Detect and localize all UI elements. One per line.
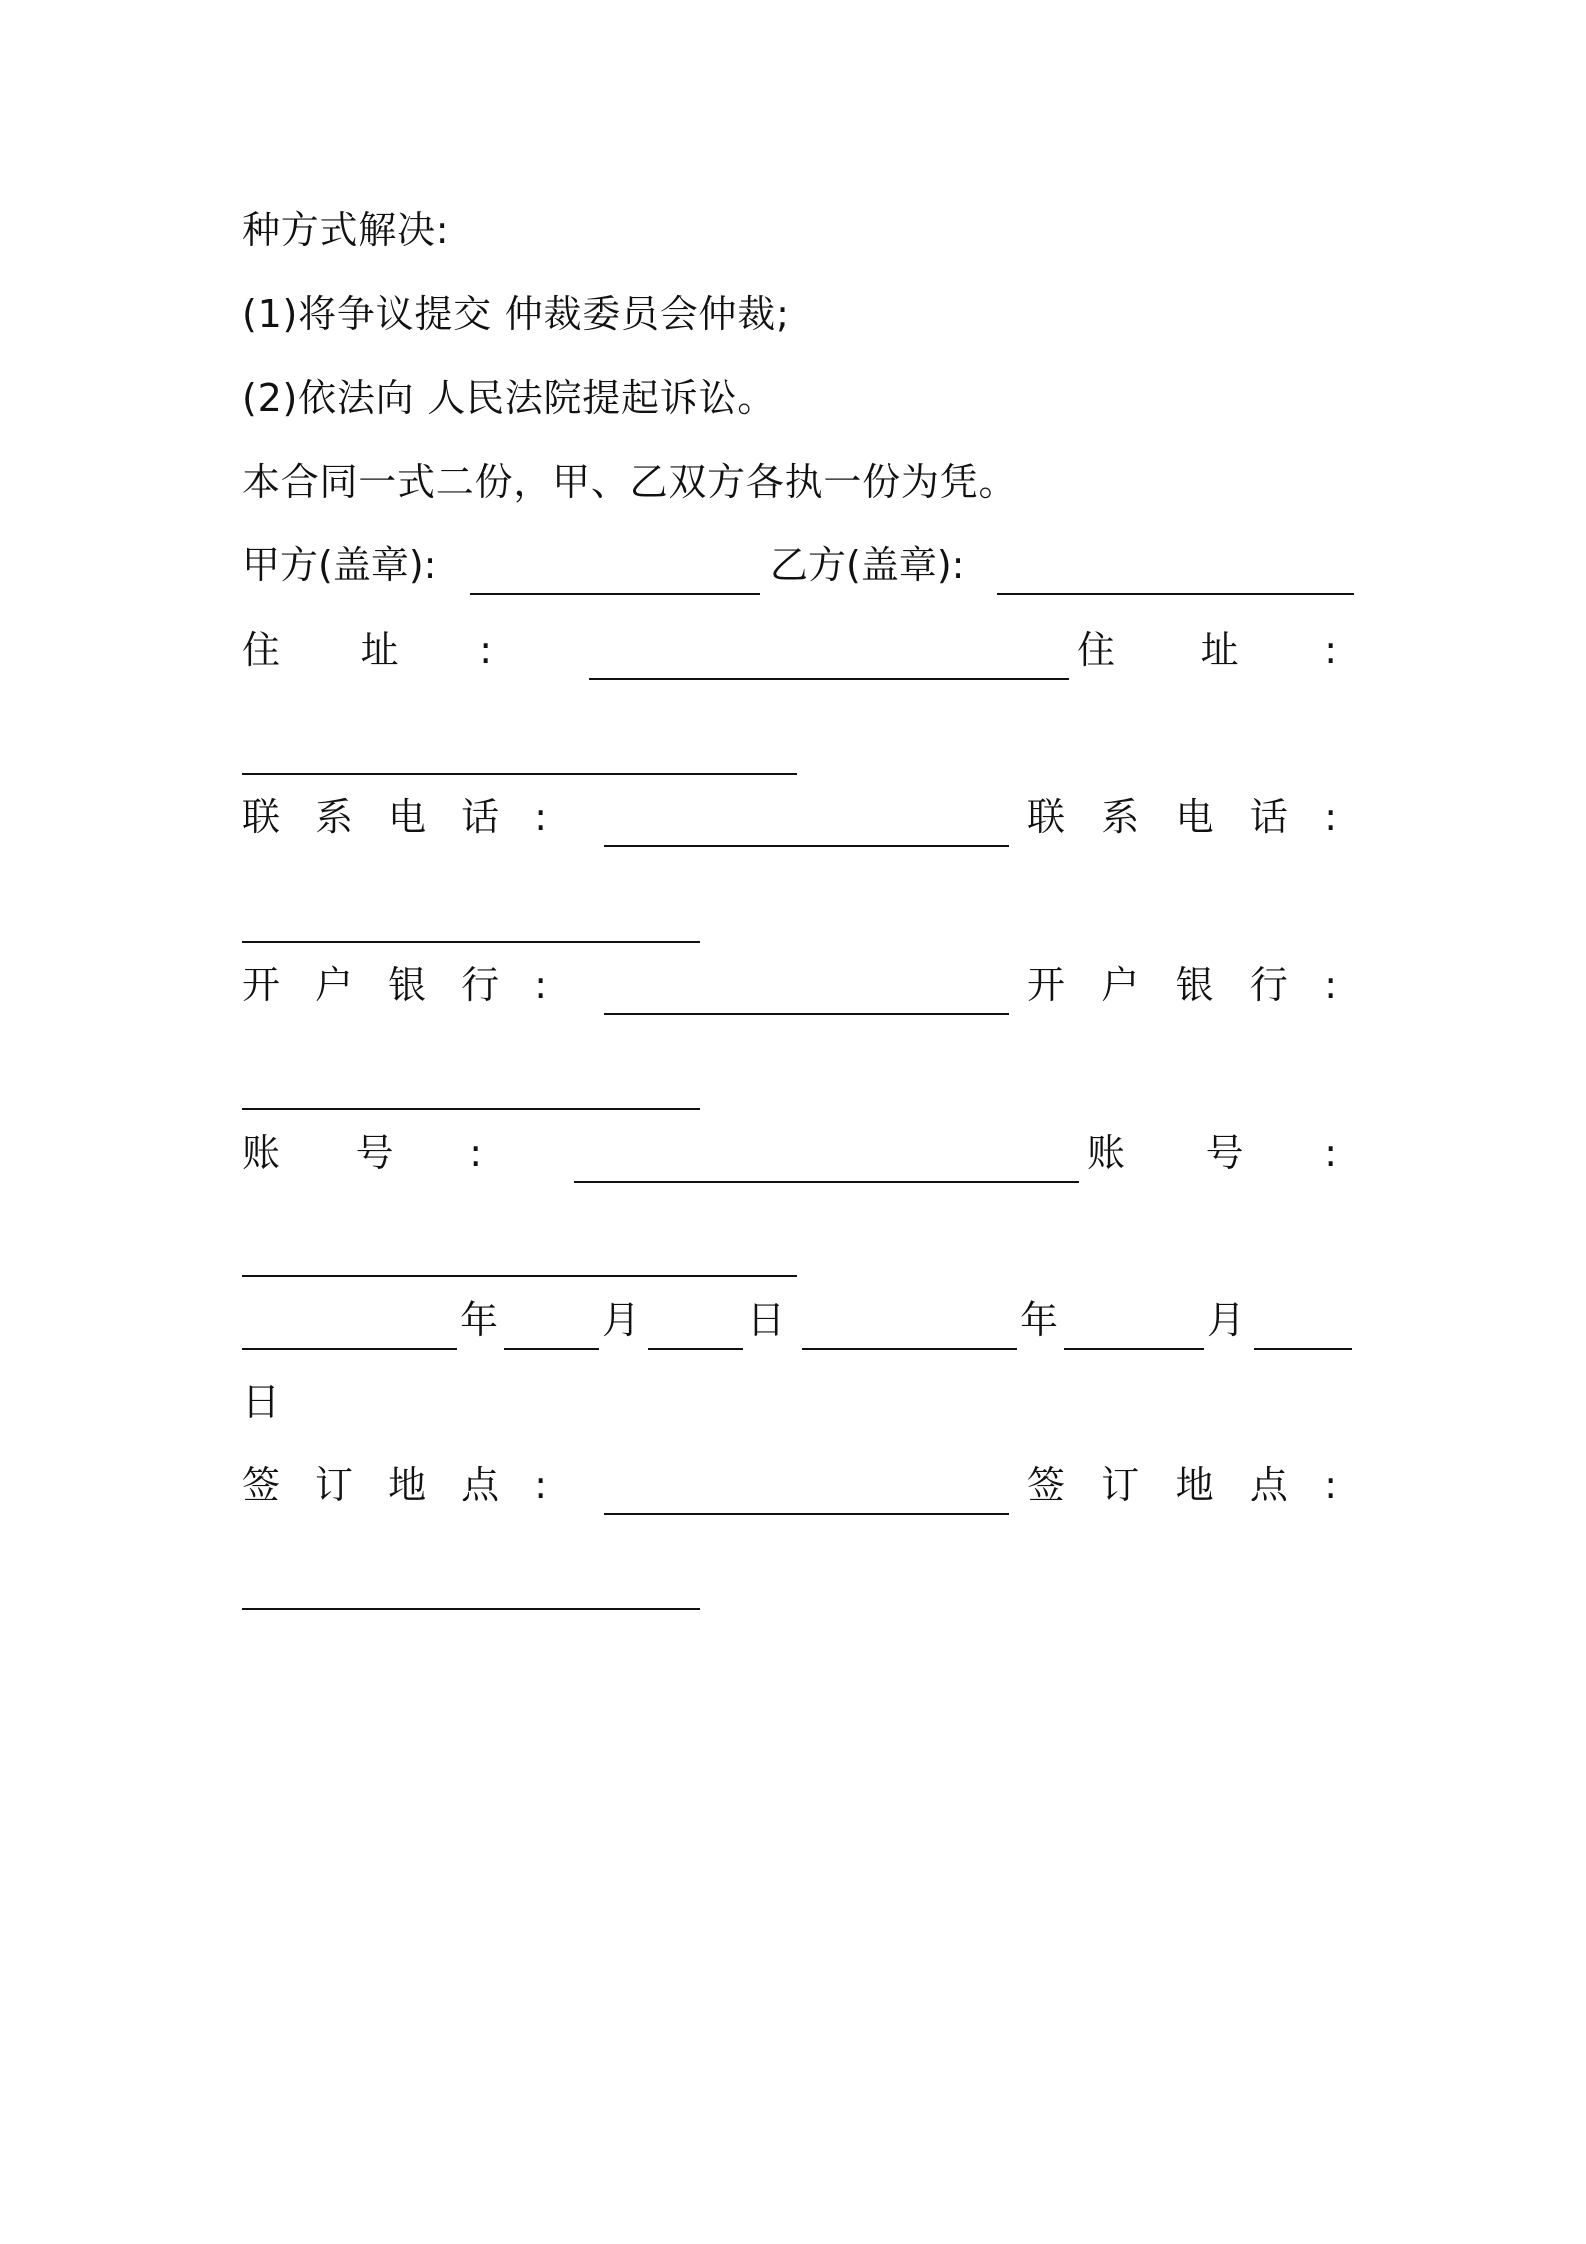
account-continuation-row xyxy=(242,1207,1352,1267)
party-a-address-label: 住 址 : xyxy=(242,628,492,672)
phone-continuation-row xyxy=(242,873,1352,933)
party-b-phone-blank[interactable] xyxy=(242,883,700,943)
bank-continuation-row xyxy=(242,1040,1352,1100)
party-a-seal-blank[interactable] xyxy=(470,535,760,595)
party-b-day-label: 日 xyxy=(242,1380,281,1424)
party-a-year-blank[interactable] xyxy=(242,1290,457,1350)
party-a-place-blank[interactable] xyxy=(604,1455,1009,1515)
party-a-phone-label: 联 系 电 话 : xyxy=(242,795,547,839)
text-line-arbitration: (1)将争议提交 仲裁委员会仲裁; xyxy=(242,292,790,336)
party-b-account-label: 账 号 : xyxy=(1087,1131,1337,1175)
seal-row xyxy=(242,535,1352,595)
party-b-phone-label: 联 系 电 话 : xyxy=(1027,795,1337,839)
party-b-place-blank[interactable] xyxy=(242,1550,700,1610)
phone-row xyxy=(242,787,1352,847)
party-a-place-label: 签 订 地 点 : xyxy=(242,1463,547,1507)
party-a-account-label: 账 号 : xyxy=(242,1131,482,1175)
party-a-day-blank[interactable] xyxy=(648,1290,743,1350)
party-b-bank-label: 开 户 银 行 : xyxy=(1027,963,1337,1007)
party-b-month-blank[interactable] xyxy=(1064,1290,1204,1350)
party-a-month-blank[interactable] xyxy=(504,1290,599,1350)
party-b-bank-blank[interactable] xyxy=(242,1050,700,1110)
party-a-bank-blank[interactable] xyxy=(604,955,1009,1015)
address-row xyxy=(242,620,1352,680)
party-a-bank-label: 开 户 银 行 : xyxy=(242,963,547,1007)
date-row xyxy=(242,1290,1352,1350)
place-row xyxy=(242,1455,1352,1515)
party-a-year-label: 年 xyxy=(460,1298,499,1342)
party-a-address-blank[interactable] xyxy=(589,620,1069,680)
text-line-litigation: (2)依法向 人民法院提起诉讼。 xyxy=(242,376,777,420)
date-continuation-row xyxy=(242,1372,1352,1432)
address-continuation-row xyxy=(242,705,1352,765)
party-a-month-label: 月 xyxy=(602,1298,641,1342)
party-b-day-blank[interactable] xyxy=(1254,1290,1352,1350)
party-b-address-blank[interactable] xyxy=(242,715,797,775)
party-a-phone-blank[interactable] xyxy=(604,787,1009,847)
party-a-seal-label: 甲方(盖章): xyxy=(242,543,437,587)
text-line-dispute-methods: 种方式解决: xyxy=(242,208,450,252)
place-continuation-row xyxy=(242,1540,1352,1600)
party-b-place-label: 签 订 地 点 : xyxy=(1027,1463,1337,1507)
party-b-year-label: 年 xyxy=(1020,1298,1059,1342)
bank-row xyxy=(242,955,1352,1015)
party-b-month-label: 月 xyxy=(1207,1298,1246,1342)
party-b-seal-label: 乙方(盖章): xyxy=(770,543,965,587)
party-b-address-label: 住 址 : xyxy=(1077,628,1337,672)
party-a-day-label: 日 xyxy=(747,1298,786,1342)
account-row xyxy=(242,1123,1352,1183)
party-b-year-blank[interactable] xyxy=(802,1290,1017,1350)
party-b-account-blank[interactable] xyxy=(242,1217,797,1277)
text-line-copies: 本合同一式二份，甲、乙双方各执一份为凭。 xyxy=(242,460,1018,504)
party-b-seal-blank[interactable] xyxy=(997,535,1354,595)
party-a-account-blank[interactable] xyxy=(574,1123,1079,1183)
